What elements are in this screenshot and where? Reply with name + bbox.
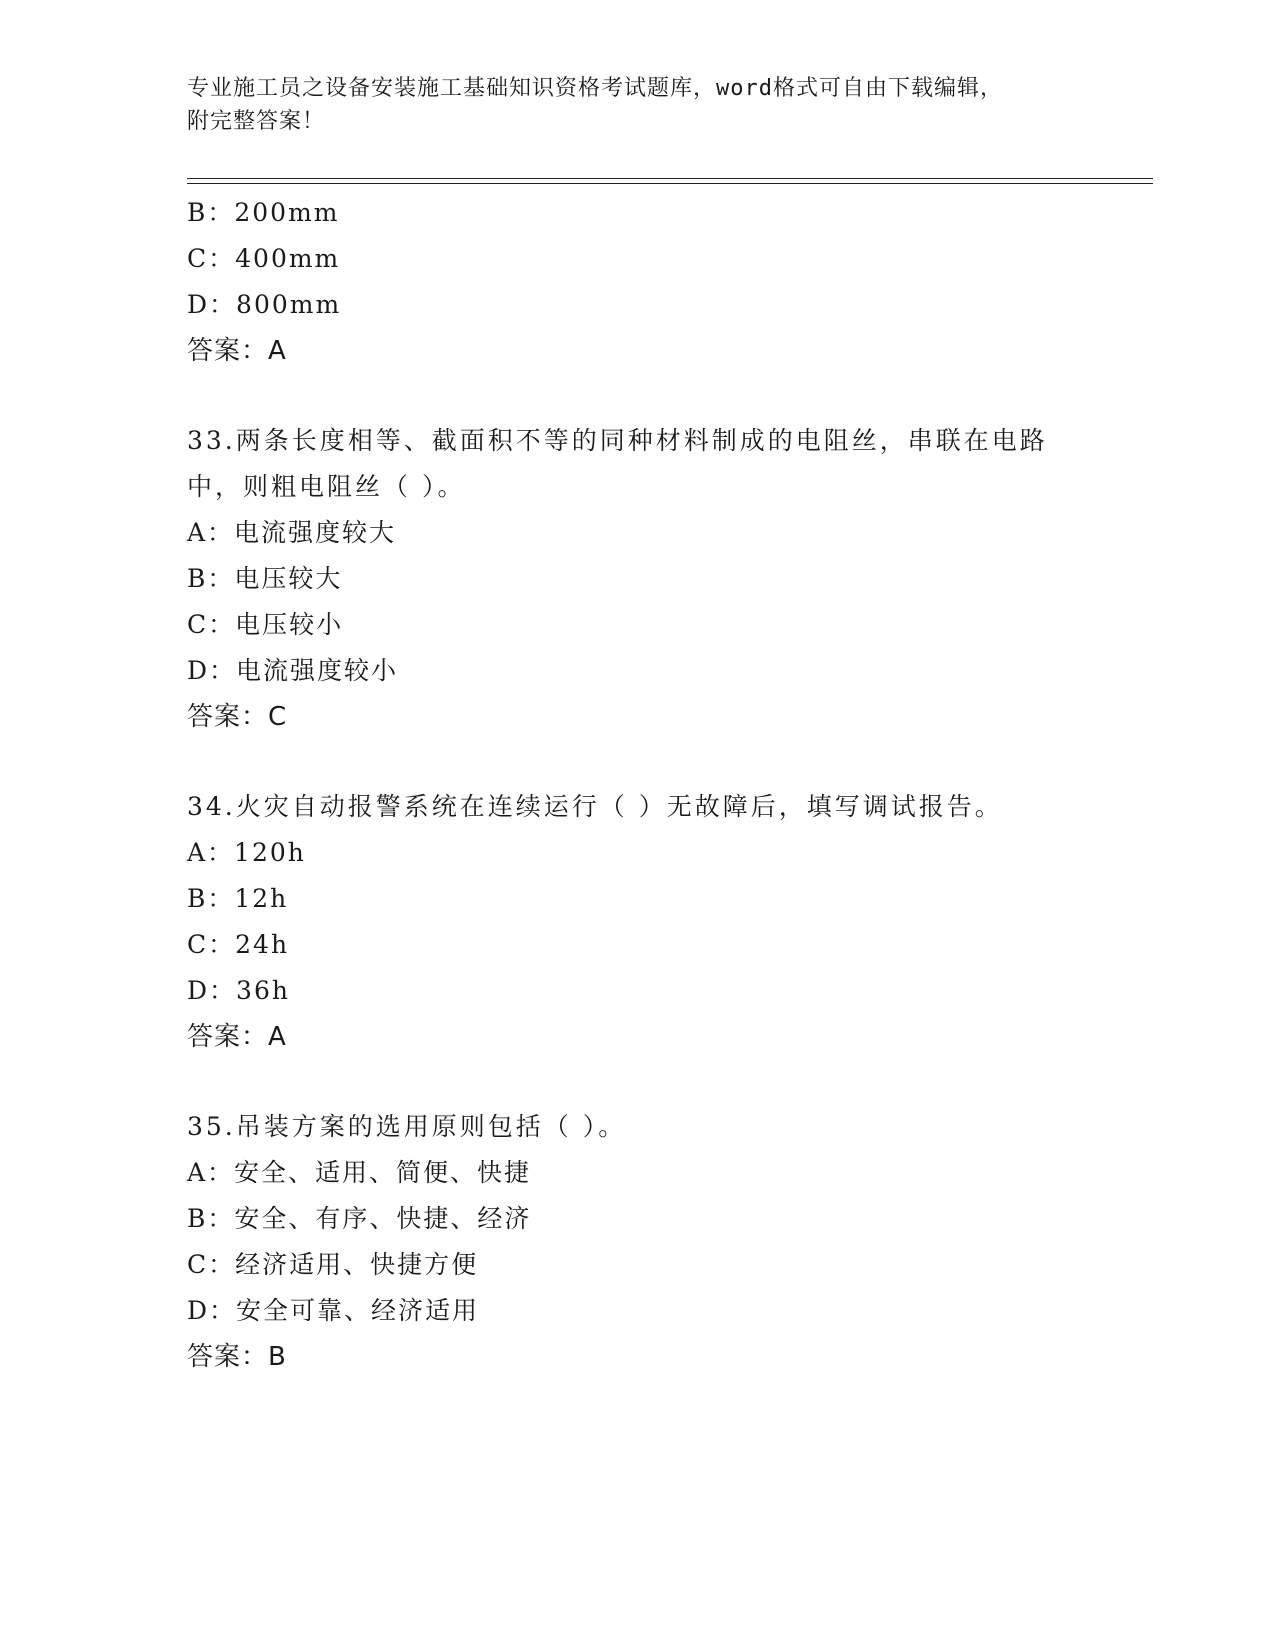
option-a: A：电流强度较大 [187, 518, 397, 547]
option-b: B：安全、有序、快捷、经济 [187, 1204, 532, 1233]
question-block-34 [187, 784, 1087, 1060]
option-d: D：800mm [187, 290, 342, 319]
option-c: C：24h [187, 930, 290, 959]
option-d: D：36h [187, 976, 290, 1005]
option-c: C：经济适用、快捷方便 [187, 1250, 479, 1279]
option-c: C：400mm [187, 244, 341, 273]
question-stem: 34.火灾自动报警系统在连续运行（ ）无故障后，填写调试报告。 [187, 792, 1003, 821]
header-divider [187, 178, 1153, 184]
question-stem-line-2: 中，则粗电阻丝（ ）。 [187, 472, 466, 501]
option-c: C：电压较小 [187, 610, 344, 639]
question-block-33 [187, 418, 1087, 740]
question-list [187, 190, 1087, 1380]
header-line-1: 专业施工员之设备安装施工基础知识资格考试题库，word格式可自由下载编辑， [187, 76, 1003, 101]
answer: 答案：C [187, 702, 288, 732]
answer: 答案：A [187, 1022, 287, 1052]
question-block-prev [187, 190, 1087, 374]
answer: 答案：B [187, 1342, 287, 1372]
option-b: B：200mm [187, 198, 340, 227]
question-stem: 35.吊装方案的选用原则包括（ ）。 [187, 1112, 627, 1141]
header-line-2: 附完整答案！ [187, 109, 326, 134]
option-b: B：电压较大 [187, 564, 343, 593]
option-a: A：120h [187, 838, 306, 867]
question-stem-line-1: 33.两条长度相等、截面积不等的同种材料制成的电阻丝，串联在电路 [187, 426, 1048, 455]
option-a: A：安全、适用、简便、快捷 [187, 1158, 532, 1187]
option-d: D：电流强度较小 [187, 656, 399, 685]
question-block-35 [187, 1104, 1087, 1380]
page-header [187, 72, 1087, 138]
answer: 答案：A [187, 336, 287, 366]
option-b: B：12h [187, 884, 289, 913]
option-d: D：安全可靠、经济适用 [187, 1296, 480, 1325]
